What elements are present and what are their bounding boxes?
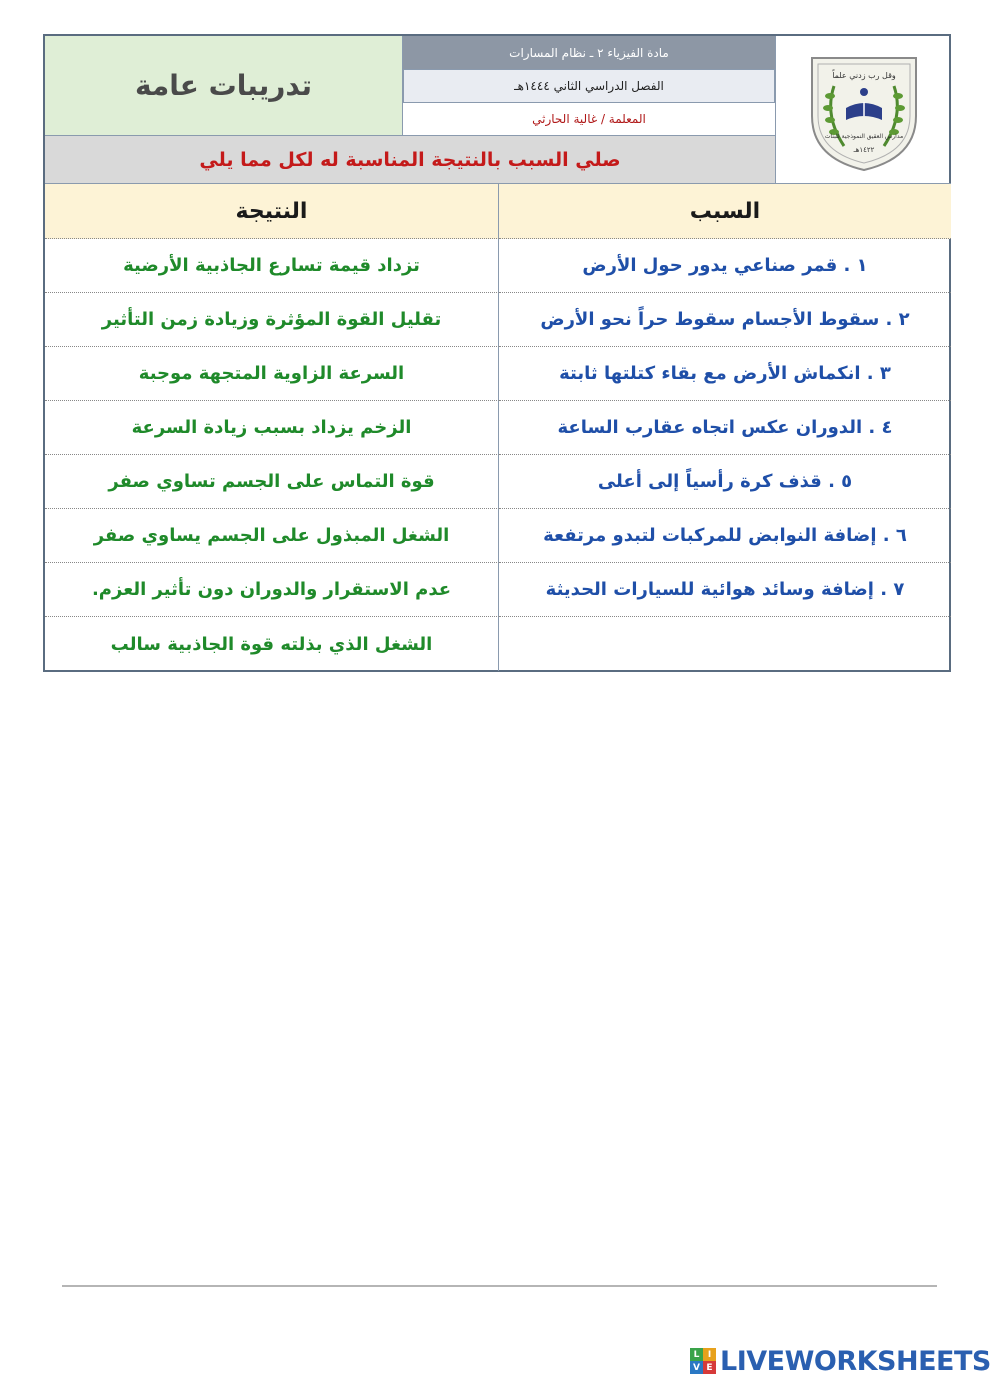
worksheet-table bbox=[43, 34, 951, 672]
logo-letter: L bbox=[690, 1348, 703, 1361]
logo-year: ١٤٢٢هـ bbox=[853, 145, 874, 154]
logo-letter: V bbox=[690, 1361, 703, 1374]
cause-item[interactable]: ٦ . إضافة النوابض للمركبات لتبدو مرتفعة bbox=[499, 509, 951, 563]
cause-item[interactable]: ٤ . الدوران عكس اتجاه عقارب الساعة bbox=[499, 401, 951, 455]
cause-item-empty bbox=[499, 617, 951, 671]
brand-name: LIVEWORKSHEETS bbox=[720, 1345, 991, 1377]
instruction-bar bbox=[45, 136, 775, 184]
result-item[interactable]: تقليل القوة المؤثرة وزيادة زمن التأثير bbox=[45, 293, 499, 347]
result-item[interactable]: الشغل الذي بذلته قوة الجاذبية سالب bbox=[45, 617, 499, 671]
result-item[interactable]: الشغل المبذول على الجسم يساوي صفر bbox=[45, 509, 499, 563]
result-item[interactable]: عدم الاستقرار والدوران دون تأثير العزم. bbox=[45, 563, 499, 617]
cause-column-header bbox=[499, 184, 951, 239]
footer-divider bbox=[62, 1285, 937, 1287]
cause-item[interactable]: ٥ . قذف كرة رأسياً إلى أعلى bbox=[499, 455, 951, 509]
semester-label: الفصل الدراسي الثاني ١٤٤٤هـ bbox=[403, 70, 775, 103]
result-item[interactable]: تزداد قيمة تسارع الجاذبية الأرضية bbox=[45, 239, 499, 293]
cause-item[interactable]: ٧ . إضافة وسائد هوائية للسيارات الحديثة bbox=[499, 563, 951, 617]
logo-school-name: مدارس العقيق النموذجية للبنات bbox=[824, 132, 903, 140]
school-logo-box bbox=[775, 36, 951, 184]
cause-item[interactable]: ١ . قمر صناعي يدور حول الأرض bbox=[499, 239, 951, 293]
result-item[interactable]: السرعة الزاوية المتجهة موجبة bbox=[45, 347, 499, 401]
result-item[interactable]: الزخم يزداد بسبب زيادة السرعة bbox=[45, 401, 499, 455]
worksheet-title: تدريبات عامة bbox=[134, 69, 313, 102]
cause-header-label: السبب bbox=[689, 198, 761, 224]
result-header-label: النتيجة bbox=[235, 198, 308, 224]
teacher-label: المعلمة / غالية الحارثي bbox=[403, 103, 775, 136]
school-seal-emblem-icon bbox=[804, 46, 924, 174]
logo-letter: I bbox=[703, 1348, 716, 1361]
worksheet-title-box bbox=[45, 36, 403, 136]
subject-label: مادة الفيزياء ٢ ـ نظام المسارات bbox=[403, 36, 775, 70]
liveworksheets-brand[interactable] bbox=[690, 1343, 990, 1379]
result-column-header bbox=[45, 184, 499, 239]
result-item[interactable]: قوة التماس على الجسم تساوي صفر bbox=[45, 455, 499, 509]
cause-item[interactable]: ٣ . انكماش الأرض مع بقاء كتلتها ثابتة bbox=[499, 347, 951, 401]
logo-letter: E bbox=[703, 1361, 716, 1374]
instruction-text: صلي السبب بالنتيجة المناسبة له لكل مما يلي bbox=[199, 148, 621, 171]
logo-motto: وقل رب زدني علماً bbox=[831, 70, 896, 80]
liveworksheets-logo-icon bbox=[690, 1348, 716, 1374]
cause-item[interactable]: ٢ . سقوط الأجسام سقوط حراً نحو الأرض bbox=[499, 293, 951, 347]
